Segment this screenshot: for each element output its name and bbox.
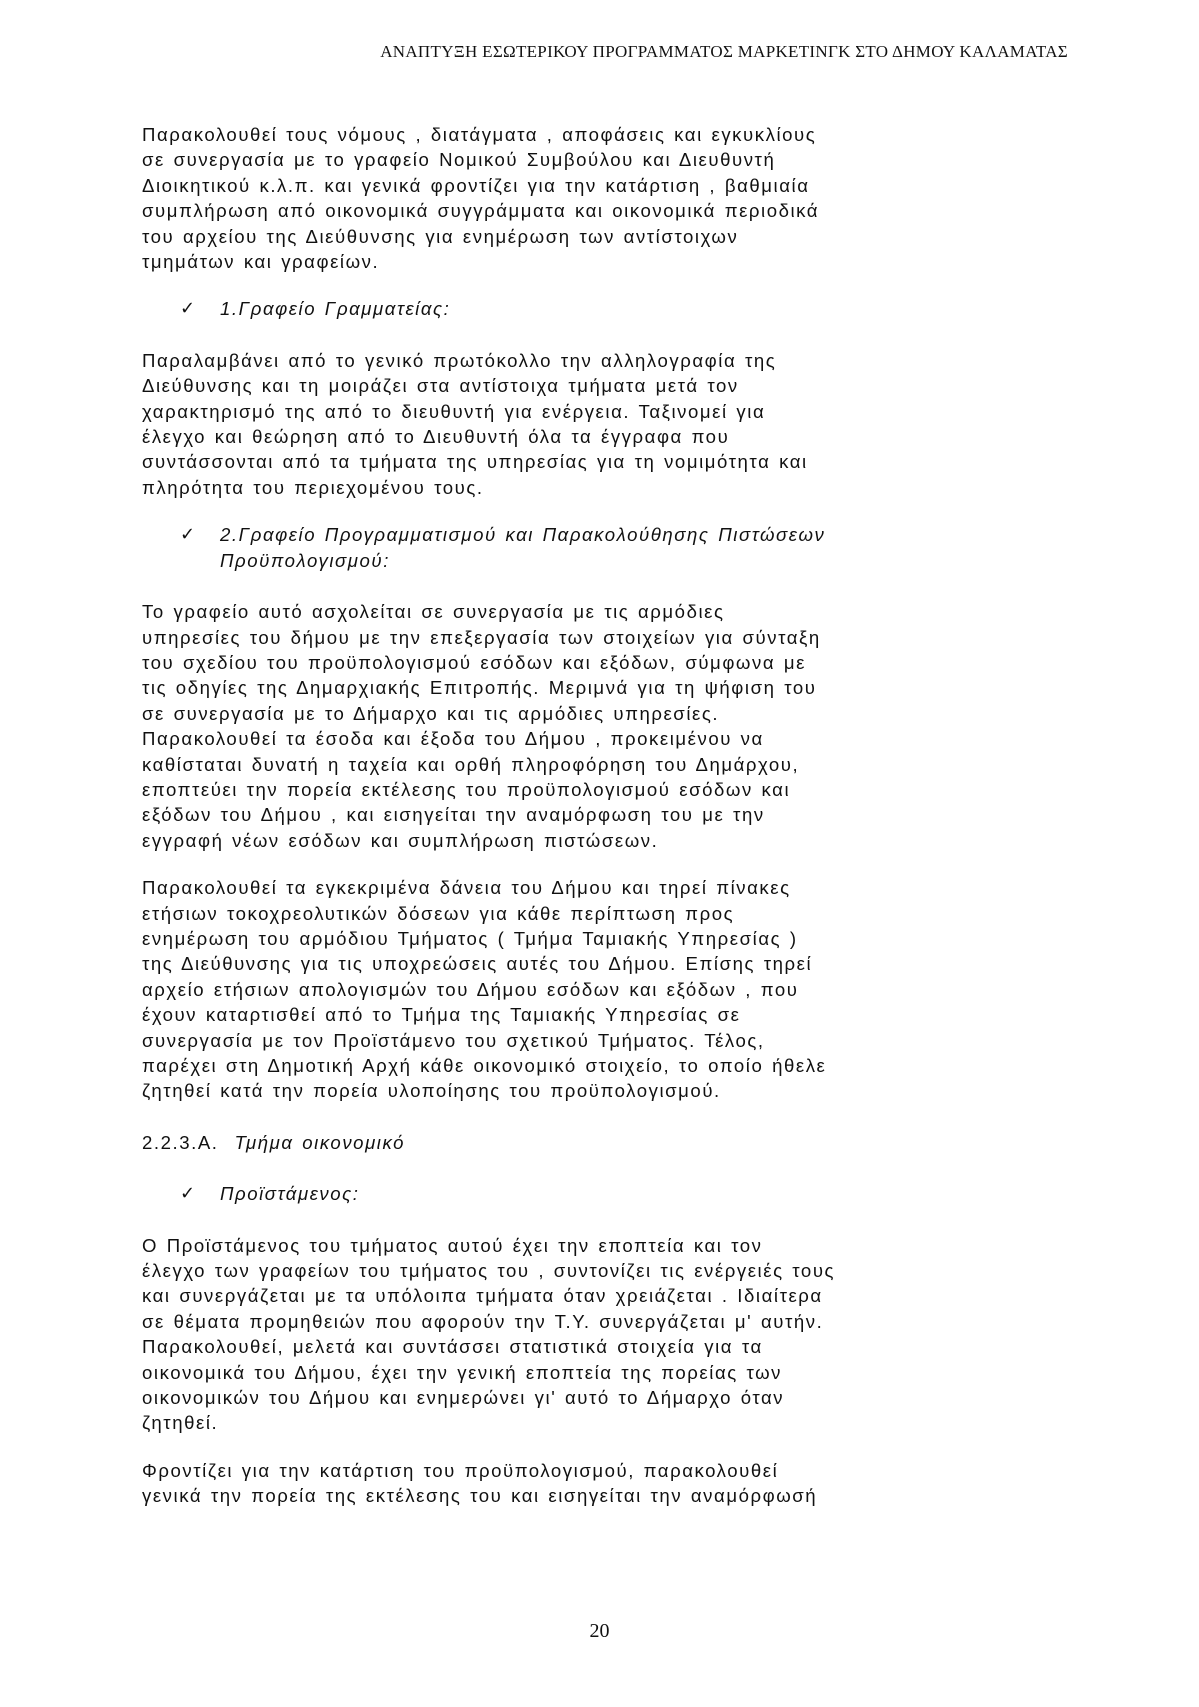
section-number: 2.2.3.Α.: [142, 1131, 219, 1153]
text-line: της Διεύθυνσης για τις υποχρεώσεις αυτές του Δήμου. Επίσης τηρεί: [142, 953, 813, 975]
text-line: Παρακολουθεί τα εγκεκριμένα δάνεια του Δήμου και τηρεί πίνακες: [142, 877, 791, 899]
text-line: τις οδηγίες της Δημαρχιακής Επιτροπής. Μεριμνά για τη ψήφιση του: [142, 677, 817, 699]
text-line: Φροντίζει για την κατάρτιση του προϋπολογισμού, παρακολουθεί: [142, 1459, 779, 1481]
text-line: σε θέματα προμηθειών που αφορούν την Τ.Υ. συνεργάζεται μ' αυτήν.: [142, 1310, 824, 1332]
text-line: οικονομικά του Δήμου, έχει την γενική εποπτεία της πορείας των: [142, 1361, 783, 1383]
section-heading-finance-department: [142, 1130, 1042, 1155]
text-line: Ο Προϊστάμενος του τμήματος αυτού έχει την εποπτεία και τον: [142, 1234, 763, 1256]
running-header: ΑΝΑΠΤΥΞΗ ΕΣΩΤΕΡΙΚΟΥ ΠΡΟΓΡΑΜΜΑΤΟΣ ΜΑΡΚΕΤΙΝΓΚ ΣΤΟ ΔΗΜΟΥ ΚΑΛΑΜΑΤΑΣ: [380, 42, 1068, 61]
text-line: οικονομικών του Δήμου και ενημερώνει γι' αυτό το Δήμαρχο όταν: [142, 1387, 785, 1409]
head-of-department-paragraph-1: [142, 1233, 1042, 1436]
page-body: [142, 122, 1042, 1509]
text-line: Παρακολουθεί τους νόμους , διατάγματα , αποφάσεις και εγκυκλίους: [142, 124, 817, 145]
text-line: και συνεργάζεται με τα υπόλοιπα τμήματα όταν χρειάζεται . Ιδιαίτερα: [142, 1285, 823, 1307]
text-line: γενικά την πορεία της εκτέλεσης του και εισηγείται την αναμόρφωσή: [142, 1485, 818, 1507]
budget-office-paragraph-2: [142, 875, 1042, 1104]
text-line: πληρότητα του περιεχομένου τους.: [142, 476, 484, 498]
secretariat-paragraph: [142, 348, 1042, 500]
heading-text: Προϊστάμενος:: [220, 1183, 360, 1205]
text-line: συντάσσονται από τα τμήματα της υπηρεσίας για τη νομιμότητα και: [142, 451, 808, 473]
text-line: Το γραφείο αυτό ασχολείται σε συνεργασία με τις αρμόδιες: [142, 601, 725, 623]
text-line: εποπτεύει την πορεία εκτέλεσης του προϋπολογισμού εσόδων και: [142, 778, 791, 800]
text-line: εγγραφή νέων εσόδων και συμπλήρωση πιστώσεων.: [142, 829, 659, 851]
text-line: του σχεδίου του προϋπολογισμού εσόδων και εξόδων, σύμφωνα με: [142, 651, 806, 673]
page-number: 20: [589, 1620, 610, 1642]
check-mark-icon: ✓: [180, 298, 197, 319]
heading-text: 1.Γραφείο Γραμματείας:: [220, 298, 451, 320]
heading-line: 2.Γραφείο Προγραμματισμού και Παρακολούθησης Πιστώσεων: [220, 524, 826, 546]
text-line: ζητηθεί κατά την πορεία υλοποίησης του προϋπολογισμού.: [142, 1080, 721, 1102]
text-line: σε συνεργασία με το Δήμαρχο και τις αρμόδιες υπηρεσίες.: [142, 702, 720, 724]
text-line: Διοικητικού κ.λ.π. και γενικά φροντίζει για την κατάρτιση , βαθμιαία: [142, 174, 810, 196]
text-line: Παρακολουθεί, μελετά και συντάσσει στατιστικά στοιχεία για τα: [142, 1336, 763, 1358]
text-line: συνεργασία με τον Προϊστάμενο του σχετικού Τμήματος. Τέλος,: [142, 1029, 765, 1051]
section-title: Τμήμα οικονομικό: [234, 1131, 405, 1153]
heading-line: Προϋπολογισμού:: [220, 549, 390, 571]
text-line: παρέχει στη Δημοτική Αρχή κάθε οικονομικό στοιχείο, το οποίο ήθελε: [142, 1055, 827, 1076]
heading-text: [220, 522, 825, 573]
text-line: υπηρεσίες του δήμου με την επεξεργασία των στοιχείων για σύνταξη: [142, 626, 821, 648]
text-line: συμπλήρωση από οικονομικά συγγράμματα και οικονομικά περιοδικά: [142, 200, 820, 222]
text-line: ενημέρωση του αρμόδιου Τμήματος ( Τμήμα Ταμιακής Υπηρεσίας ): [142, 927, 798, 949]
text-line: έλεγχο των γραφείων του τμήματος του , συντονίζει τις ενέργειές τους: [142, 1260, 836, 1282]
text-line: Διεύθυνσης και τη μοιράζει στα αντίστοιχα τμήματα μετά τον: [142, 375, 739, 397]
head-of-department-paragraph-2: [142, 1458, 1042, 1509]
section-heading-secretariat: [142, 296, 1042, 321]
text-line: χαρακτηρισμό της από το διευθυντή για ενέργεια. Ταξινομεί για: [142, 400, 766, 422]
section-heading-budget-office: [142, 522, 1042, 573]
text-line: Παρακολουθεί τα έσοδα και έξοδα του Δήμου , προκειμένου να: [142, 728, 764, 750]
text-line: έχουν καταρτισθεί από το Τμήμα της Ταμιακής Υπηρεσίας σε: [142, 1004, 741, 1026]
text-line: καθίσταται δυνατή η ταχεία και ορθή πληροφόρηση του Δημάρχου,: [142, 753, 800, 775]
text-line: ζητηθεί.: [142, 1412, 219, 1434]
text-line: σε συνεργασία με το γραφείο Νομικού Συμβούλου και Διευθυντή: [142, 149, 776, 171]
text-line: ετήσιων τοκοχρεολυτικών δόσεων για κάθε περίπτωση προς: [142, 902, 735, 924]
text-line: εξόδων του Δήμου , και εισηγείται την αναμόρφωση του με την: [142, 804, 765, 826]
text-line: Παραλαμβάνει από το γενικό πρωτόκολλο την αλληλογραφία της: [142, 349, 777, 371]
section-heading-head-of-department: [142, 1181, 1042, 1206]
text-line: αρχείο ετήσιων απολογισμών του Δήμου εσόδων και εξόδων , που: [142, 978, 799, 1000]
intro-paragraph: [142, 122, 1042, 274]
text-line: τμημάτων και γραφείων.: [142, 251, 380, 273]
text-line: του αρχείου της Διεύθυνσης για ενημέρωση των αντίστοιχων: [142, 225, 739, 247]
check-mark-icon: ✓: [180, 1183, 197, 1204]
budget-office-paragraph-1: [142, 599, 1042, 853]
text-line: έλεγχο και θεώρηση από το Διευθυντή όλα τα έγγραφα που: [142, 426, 730, 448]
check-mark-icon: ✓: [180, 524, 197, 545]
